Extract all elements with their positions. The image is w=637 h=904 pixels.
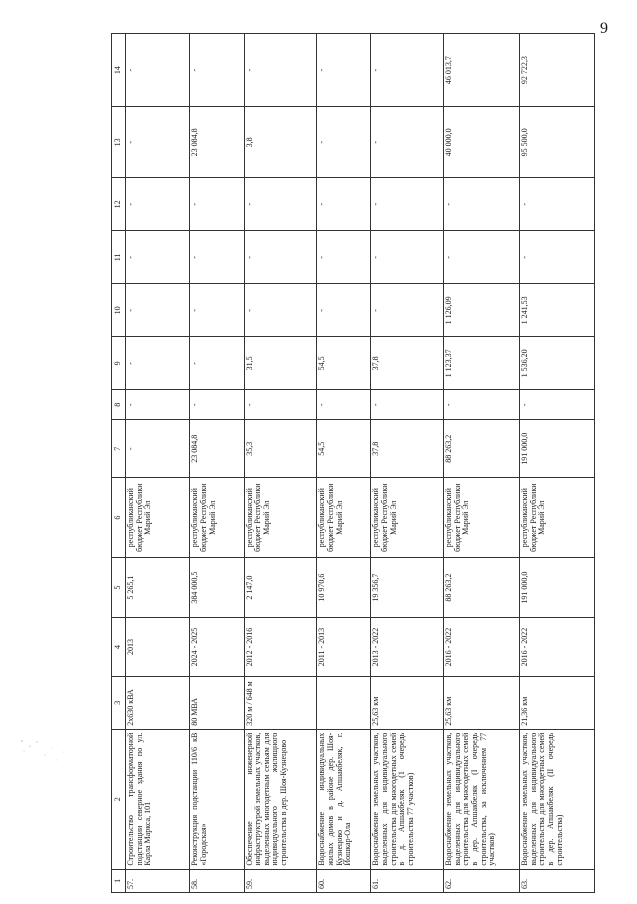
capacity: 25,63 км: [371, 676, 444, 729]
value-col-11: -: [317, 231, 371, 284]
funding-source: республиканский бюджет Республики Марий Эл: [190, 478, 244, 558]
value-col-11: -: [520, 231, 595, 284]
column-header: 7: [112, 420, 126, 478]
period: 2016 - 2022: [444, 618, 520, 676]
column-header: 3: [112, 676, 126, 729]
value-col-9: 37,8: [371, 337, 444, 390]
row-number: 61.: [371, 869, 444, 892]
row-number: 58.: [190, 869, 244, 892]
value-col-10: 1 241,53: [520, 284, 595, 337]
capacity: 320 м / 648 м: [244, 676, 317, 729]
investment-table: [111, 33, 595, 893]
value-col-7: 35,3: [244, 420, 317, 478]
object-name: Водоснабжение земельных участков, выделенных для индивидуального строительства для многодетных семей в дер. Апшакбеляк (II очередь строительства): [520, 729, 595, 869]
funding-source: республиканский бюджет Республики Марий Эл: [126, 478, 190, 558]
column-header: 6: [112, 478, 126, 558]
capacity: 80 МВА: [190, 676, 244, 729]
row-number: 60.: [317, 869, 371, 892]
table-row: [190, 34, 244, 893]
value-col-14: -: [371, 34, 444, 107]
total-cost: 384 000,5: [190, 557, 244, 617]
table-row: [444, 34, 520, 893]
value-col-7: 88 263,2: [444, 420, 520, 478]
row-number: 59.: [244, 869, 317, 892]
table-row: [244, 34, 317, 893]
column-header: 11: [112, 231, 126, 284]
column-header: 13: [112, 107, 126, 178]
object-name: Строительство трансформаторной подстанции северное здания по ул. Карла Маркса, 101: [126, 729, 190, 869]
capacity: 25,63 км: [444, 676, 520, 729]
capacity: 21,36 км: [520, 676, 595, 729]
period: 2016 - 2022: [520, 618, 595, 676]
total-cost: 5 265,1: [126, 557, 190, 617]
value-col-9: -: [126, 337, 190, 390]
value-col-9: 1 536,20: [520, 337, 595, 390]
value-col-14: 46 013,7: [444, 34, 520, 107]
value-col-13: 40 000,0: [444, 107, 520, 178]
value-col-11: -: [126, 231, 190, 284]
value-col-12: -: [520, 178, 595, 231]
capacity: 2х630 кВА: [126, 676, 190, 729]
total-cost: 19 356,7: [371, 557, 444, 617]
value-col-9: 31,5: [244, 337, 317, 390]
object-name: Реконструкция подстанции 110/6 кВ «Городская»: [190, 729, 244, 869]
column-header: 8: [112, 390, 126, 420]
funding-source: республиканский бюджет Республики Марий Эл: [317, 478, 371, 558]
value-col-13: 95 500,0: [520, 107, 595, 178]
column-header: 9: [112, 337, 126, 390]
object-name: Обеспечение инженерной инфраструктурой земельных участков, выделенных многодетным семьям для индивидуального жилищного строительства в дер. Шоя-Кузнецово: [244, 729, 317, 869]
total-cost: 10 970,6: [317, 557, 371, 617]
value-col-7: 54,5: [317, 420, 371, 478]
value-col-10: -: [371, 284, 444, 337]
column-header: 1: [112, 869, 126, 892]
total-cost: 2 147,0: [244, 557, 317, 617]
value-col-11: -: [371, 231, 444, 284]
value-col-12: -: [317, 178, 371, 231]
value-col-8: -: [520, 390, 595, 420]
value-col-14: -: [190, 34, 244, 107]
value-col-8: -: [444, 390, 520, 420]
table-row: [520, 34, 595, 893]
total-cost: 88 263,2: [444, 557, 520, 617]
value-col-14: -: [244, 34, 317, 107]
object-name: Водоснабжение земельных участков, выделенных для индивидуального строительства для многодетных семей в дер. Апшакбеляк (I очередь строительства, за исключением 77 участков): [444, 729, 520, 869]
row-number: 63.: [520, 869, 595, 892]
period: 2013: [126, 618, 190, 676]
table-row: [126, 34, 190, 893]
value-col-12: -: [371, 178, 444, 231]
funding-source: республиканский бюджет Республики Марий Эл: [371, 478, 444, 558]
value-col-13: -: [317, 107, 371, 178]
value-col-7: 37,8: [371, 420, 444, 478]
funding-source: республиканский бюджет Республики Марий Эл: [444, 478, 520, 558]
value-col-10: 1 126,09: [444, 284, 520, 337]
value-col-9: -: [190, 337, 244, 390]
period: 2012 - 2016: [244, 618, 317, 676]
value-col-8: -: [190, 390, 244, 420]
value-col-11: -: [190, 231, 244, 284]
value-col-14: 92 722,3: [520, 34, 595, 107]
total-cost: 191 000,0: [520, 557, 595, 617]
row-number: 57.: [126, 869, 190, 892]
value-col-9: 54,5: [317, 337, 371, 390]
column-header: 14: [112, 34, 126, 107]
column-header: 10: [112, 284, 126, 337]
column-header: 12: [112, 178, 126, 231]
value-col-14: -: [126, 34, 190, 107]
value-col-9: 1 123,37: [444, 337, 520, 390]
value-col-8: -: [126, 390, 190, 420]
value-col-8: -: [371, 390, 444, 420]
value-col-11: -: [444, 231, 520, 284]
table-row: [371, 34, 444, 893]
value-col-12: -: [444, 178, 520, 231]
value-col-7: 23 084,8: [190, 420, 244, 478]
value-col-10: -: [126, 284, 190, 337]
value-col-13: -: [371, 107, 444, 178]
value-col-13: 23 084,8: [190, 107, 244, 178]
column-header: 5: [112, 557, 126, 617]
period: 2011 - 2013: [317, 618, 371, 676]
value-col-12: -: [244, 178, 317, 231]
column-header: 2: [112, 729, 126, 869]
value-col-13: -: [126, 107, 190, 178]
value-col-10: -: [244, 284, 317, 337]
value-col-12: -: [126, 178, 190, 231]
period: 2024 - 2025: [190, 618, 244, 676]
page-number: 9: [600, 20, 608, 37]
value-col-12: -: [190, 178, 244, 231]
value-col-10: -: [190, 284, 244, 337]
value-col-14: -: [317, 34, 371, 107]
capacity: [317, 676, 371, 729]
value-col-8: -: [317, 390, 371, 420]
value-col-11: -: [244, 231, 317, 284]
rotated-table-wrapper: [111, 33, 595, 893]
table-row: [317, 34, 371, 893]
value-col-10: -: [317, 284, 371, 337]
object-name: Водоснабжение индивидуальных жилых домов в районе дер. Шоя-Кузнецово и д. Апшакбеляк, г. Йошкар-Ола: [317, 729, 371, 869]
value-col-13: 3,8: [244, 107, 317, 178]
value-col-7: 191 000,0: [520, 420, 595, 478]
value-col-7: -: [126, 420, 190, 478]
funding-source: республиканский бюджет Республики Марий Эл: [520, 478, 595, 558]
object-name: Водоснабжение земельных участков, выделенных для индивидуального строительства для многодетных семей в д. Апшакбеляк (1 очередь строительства 77 участков): [371, 729, 444, 869]
column-header: 4: [112, 618, 126, 676]
table-header-row: [112, 34, 126, 893]
row-number: 62.: [444, 869, 520, 892]
period: 2013 - 2022: [371, 618, 444, 676]
value-col-8: -: [244, 390, 317, 420]
funding-source: республиканский бюджет Республики Марий Эл: [244, 478, 317, 558]
